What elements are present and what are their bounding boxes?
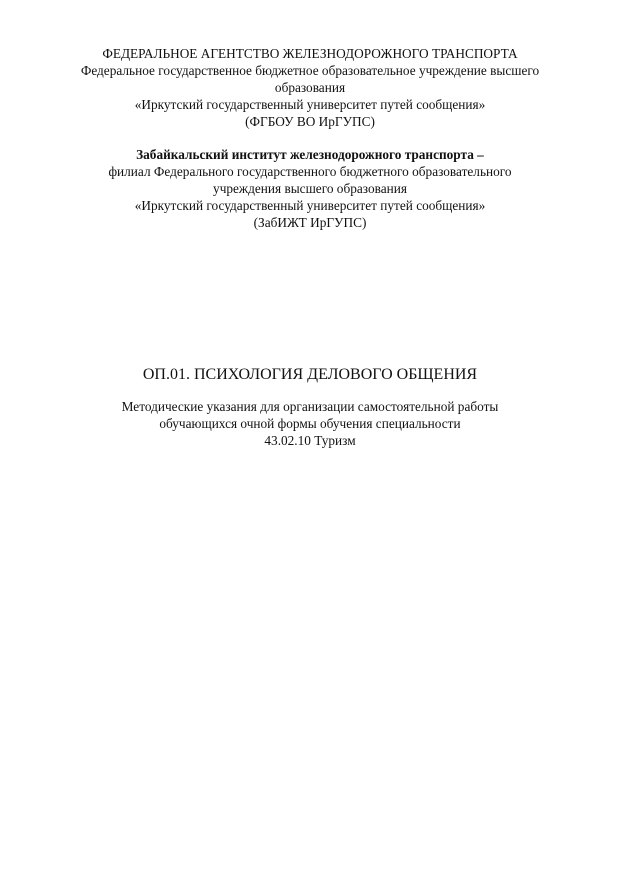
- institution-abbreviation: (ФГБОУ ВО ИрГУПС): [245, 114, 375, 129]
- branch-abbreviation: (ЗабИЖТ ИрГУПС): [253, 215, 367, 230]
- branch-name: Забайкальский институт железнодорожного транспорта –: [136, 147, 484, 162]
- document-title-block: [50, 365, 570, 385]
- branch-line-1: филиал Федерального государственного бюджетного образовательного: [108, 164, 512, 179]
- institution-line-1: Федеральное государственное бюджетное образовательное учреждение высшего: [80, 63, 540, 78]
- institution-line-2: образования: [274, 80, 346, 95]
- description-line-3: 43.02.10 Туризм: [264, 433, 356, 448]
- branch-line-3: «Иркутский государственный университет путей сообщения»: [134, 198, 486, 213]
- document-title: ОП.01. ПСИХОЛОГИЯ ДЕЛОВОГО ОБЩЕНИЯ: [142, 366, 478, 383]
- description-line-1: Методические указания для организации самостоятельной работы: [121, 399, 499, 414]
- branch-line-2: учреждения высшего образования: [213, 181, 407, 196]
- description-line-2: обучающихся очной формы обучения специальности: [159, 416, 461, 431]
- agency-line: ФЕДЕРАЛЬНОЕ АГЕНТСТВО ЖЕЛЕЗНОДОРОЖНОГО ТРАНСПОРТА: [102, 46, 518, 61]
- institution-line-3: «Иркутский государственный университет путей сообщения»: [134, 97, 486, 112]
- agency-header: [50, 45, 570, 130]
- branch-header: [50, 146, 570, 231]
- document-description: [50, 398, 570, 449]
